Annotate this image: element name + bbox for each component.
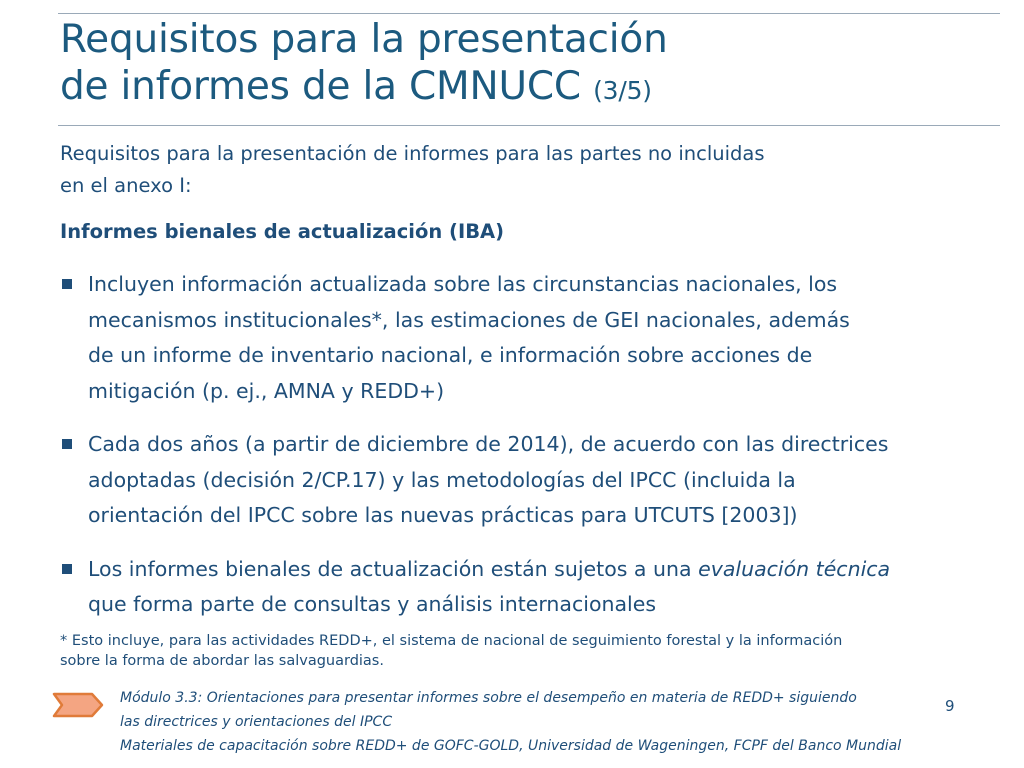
bullet-item — [60, 427, 1000, 534]
bullet-line: mecanismos institucionales*, las estimaciones de GEI nacionales, además — [88, 307, 850, 332]
bullet-line: que forma parte de consultas y análisis internacionales — [88, 592, 657, 616]
footer-module-line-1: Módulo 3.3: Orientaciones para presentar informes sobre el desempeño en materia de REDD+ siguiendo — [120, 690, 857, 706]
section-subheading: Informes bienales de actualización (IBA) — [60, 220, 505, 243]
square-bullet-icon — [62, 564, 72, 574]
intro-line-1: Requisitos para la presentación de informes para las partes no incluidas — [60, 142, 765, 165]
bullet-line: Cada dos años (a partir de diciembre de 2014), de acuerdo con las directrices — [88, 432, 889, 456]
footer-module-line-2: las directrices y orientaciones del IPCC — [120, 714, 393, 730]
title-line-2-text: de informes de la CMNUCC — [60, 64, 581, 109]
bullet-line: mitigación (p. ej., AMNA y REDD+) — [88, 378, 445, 403]
title-line-2 — [60, 63, 990, 114]
title-divider — [58, 125, 1000, 126]
footer-materials-line: Materiales de capacitación sobre REDD+ de GOFC-GOLD, Universidad de Wageningen, FCPF del Banco Mundial — [120, 738, 902, 754]
bullet-text: Los informes bienales de actualización están sujetos a una — [88, 556, 699, 581]
intro-line-2: en el anexo I: — [60, 174, 192, 197]
chevron-arrow-icon — [52, 692, 104, 718]
bullet-line: de un informe de inventario nacional, e información sobre acciones de — [88, 343, 813, 367]
intro-paragraph — [60, 138, 960, 202]
page-number: 9 — [945, 697, 955, 715]
footnote — [60, 631, 1000, 671]
top-divider — [58, 13, 1000, 14]
square-bullet-icon — [62, 439, 72, 449]
footnote-line-2: sobre la forma de abordar las salvaguardias. — [60, 653, 384, 669]
title-line-1: Requisitos para la presentación — [60, 17, 668, 62]
bullet-item — [60, 552, 1000, 623]
slide-title — [60, 16, 990, 114]
emphasized-term: evaluación técnica — [698, 556, 891, 581]
square-bullet-icon — [62, 279, 72, 289]
footnote-line-1: * Esto incluye, para las actividades REDD+, el sistema de nacional de seguimiento forestal y la información — [60, 633, 843, 649]
bullet-line: adoptadas (decisión 2/CP.17) y las metodologías del IPCC (incluida la — [88, 467, 796, 492]
bullet-line: orientación del IPCC sobre las nuevas prácticas para UTCUTS [2003]) — [88, 503, 798, 527]
bullet-item — [60, 267, 1000, 409]
bullet-line — [88, 552, 1000, 588]
bullet-line: Incluyen información actualizada sobre las circunstancias nacionales, los — [88, 272, 838, 296]
bullet-list — [60, 267, 1000, 623]
title-part-indicator: (3/5) — [593, 76, 652, 105]
footer-credits — [120, 686, 960, 758]
